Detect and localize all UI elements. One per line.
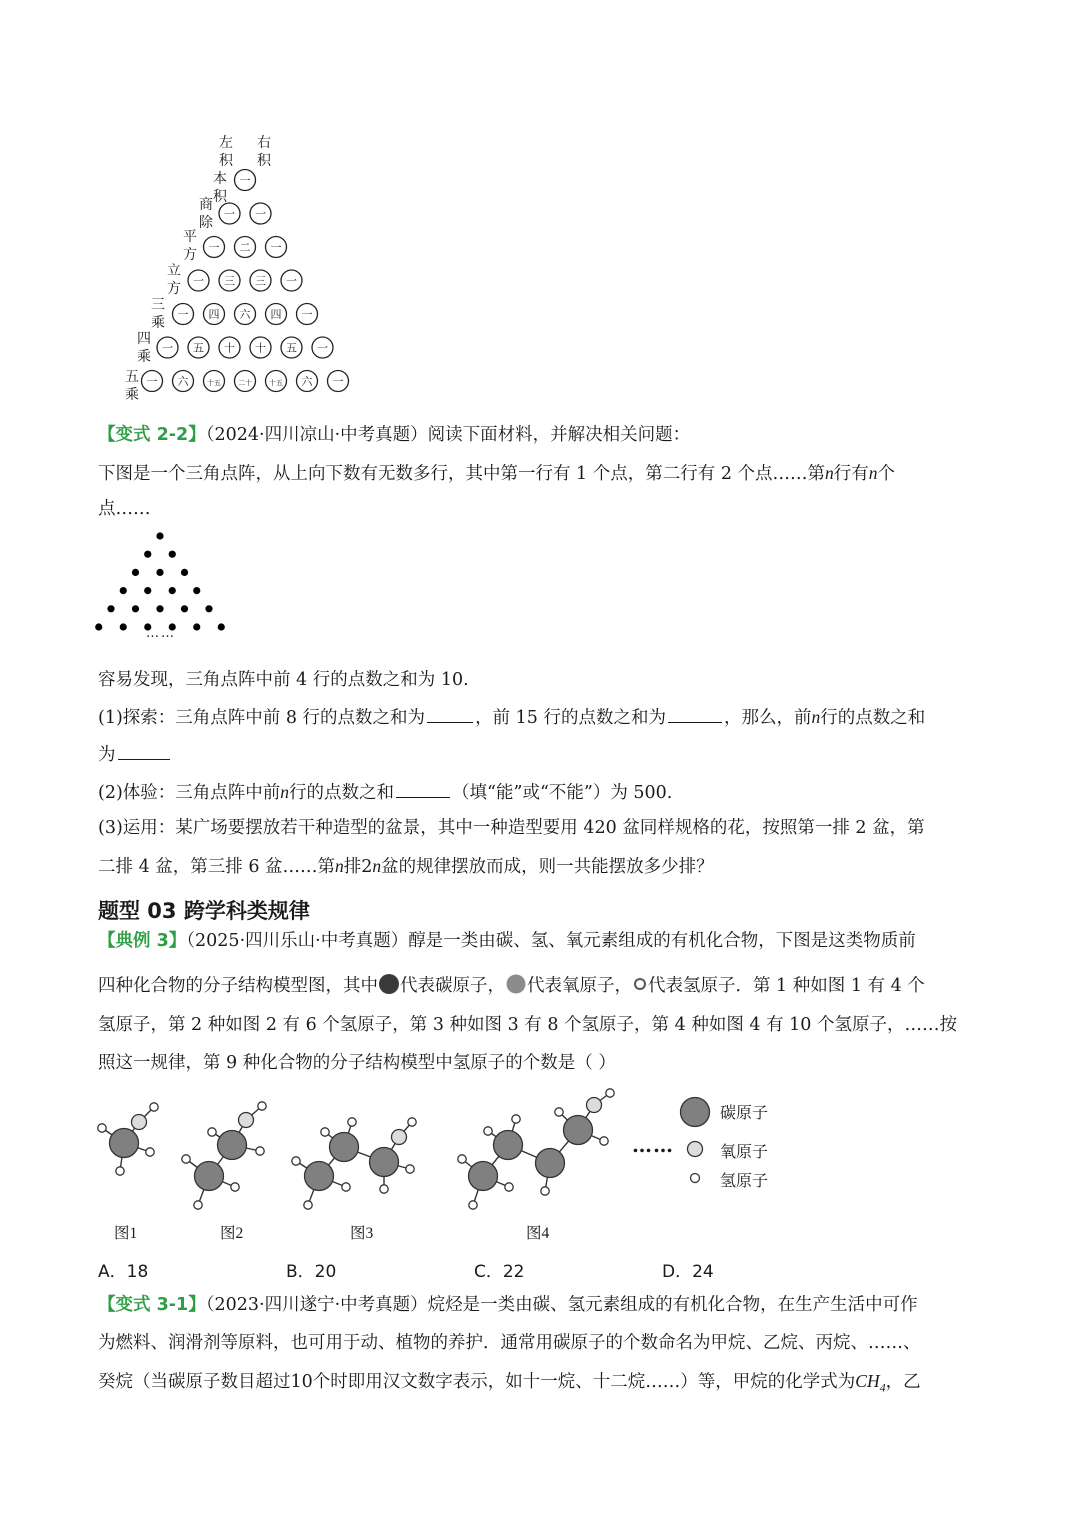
triangle-cell [235, 371, 256, 392]
variant-3-1-tag: 【变式 3-1】 [98, 1295, 206, 1315]
array-dot [132, 605, 139, 612]
triangle-cell [188, 270, 209, 291]
triangle-cell-label: 一 [239, 174, 251, 187]
math-n: n [811, 707, 821, 727]
variant-3-1-line3 [98, 1363, 921, 1406]
question-1-line2 [98, 737, 172, 773]
array-dot [218, 623, 225, 630]
question-1 [98, 699, 925, 736]
figure-ellipsis: …… [632, 1133, 674, 1157]
triangle-cell [250, 337, 271, 358]
triangle-cell [235, 237, 256, 258]
array-dot [193, 623, 200, 630]
example-3-text: 代表碳原子， [400, 976, 505, 996]
triangle-cell-label: 三 [255, 274, 266, 288]
triangle-cell [266, 304, 287, 325]
triangle-cell [204, 237, 225, 258]
triangle-cell-label: 六 [301, 375, 313, 388]
array-dot [156, 569, 163, 576]
triangle-cell-label: 十 [255, 341, 266, 355]
question-3-line2 [98, 848, 714, 885]
triangle-cell [297, 304, 318, 325]
option-b[interactable]: B．20 [286, 1262, 337, 1282]
variant-3-1-line1 [98, 1287, 918, 1323]
question-3-line1: (3)运用：某广场要摆放若干种造型的盆景，其中一种造型要用 420 盆同样规格的花，按照第一排 2 盆，第 [98, 818, 925, 838]
variant-3-1-text: （2023·四川遂宁·中考真题）烷烃是一类由碳、氢元素组成的有机化合物，在生产生活中可作 [205, 1295, 918, 1315]
q1-text: (1)探索：三角点阵中前 8 行的点数之和为 [98, 708, 426, 728]
label-base-product: 本积 [213, 171, 227, 205]
carbon-atom-icon [378, 972, 400, 996]
label-fourth-power: 四乘 [137, 331, 151, 365]
variant-3-1-text: ，乙 [885, 1372, 921, 1392]
triangle-cell [266, 237, 287, 258]
figure-caption-2: 图2 [220, 1225, 244, 1242]
triangle-cell [328, 371, 349, 392]
variant-2-2-tag: 【变式 2-2】 [98, 425, 206, 445]
legend-hydrogen: 氢原子 [720, 1171, 769, 1190]
q1-text: ，前 15 行的点数之和为 [475, 708, 666, 728]
array-dot [120, 587, 127, 594]
triangle-cell-label: 一 [224, 207, 235, 221]
triangle-cell-label: 十五 [269, 379, 283, 387]
legend-oxygen: 氧原子 [720, 1142, 769, 1161]
question-2 [98, 774, 672, 811]
variant-2-2-intro [98, 455, 895, 492]
example-3-line3: 氢原子，第 2 种如图 2 有 6 个氢原子，第 3 种如图 3 有 8 个氢原子，第 4 种如图 4 有 10 个氢原子，……按 [98, 1015, 957, 1035]
triangle-cell [219, 270, 240, 291]
array-dot [156, 605, 163, 612]
formula-ch: CH [855, 1371, 880, 1391]
formula-ch4 [855, 1371, 886, 1395]
label-square: 平方 [183, 229, 197, 263]
math-n: n [868, 463, 878, 483]
triangle-cell [157, 337, 178, 358]
triangle-cell [281, 337, 302, 358]
example-3-line1 [98, 923, 916, 959]
array-dot [193, 587, 200, 594]
triangle-cell [266, 371, 287, 392]
triangle-cell [219, 337, 240, 358]
hydrogen-atom-icon [632, 972, 648, 996]
triangle-cell-label: 一 [332, 375, 344, 388]
array-dot [95, 623, 102, 630]
intro-text: 个 [877, 464, 896, 484]
example-3-line4: 照这一规律，第 9 种化合物的分子结构模型中氢原子的个数是（ ） [98, 1053, 616, 1073]
math-n: n [335, 856, 344, 876]
triangle-cell-label: 二 [239, 241, 251, 254]
triangle-cell-label: 六 [239, 308, 251, 321]
section-heading: 题型 03 跨学科类规律 [98, 899, 310, 923]
triangle-cell-label: 一 [177, 308, 189, 321]
triangle-cell [250, 270, 271, 291]
triangle-circles [0, 0, 400, 420]
triangle-cell-label: 一 [301, 308, 313, 321]
label-left-product: 左积 [219, 135, 233, 169]
oxygen-atom-icon [505, 972, 527, 996]
triangle-cell [219, 203, 240, 224]
answer-blank[interactable] [427, 704, 473, 723]
triangle-cell-label: 十 [224, 341, 235, 355]
triangle-cell-label: 一 [193, 274, 204, 288]
triangle-cell [250, 203, 271, 224]
triangle-cell [173, 371, 194, 392]
example-3-tag: 【典例 3】 [98, 931, 187, 951]
triangle-cell-label: 四 [208, 308, 220, 321]
variant-2-2-intro-line2: 点…… [98, 499, 151, 519]
triangle-cell-label: 一 [162, 341, 173, 355]
triangle-cell-label: 五 [193, 341, 204, 355]
triangle-cell-label: 一 [255, 207, 266, 221]
q1-text: 行的点数之和 [820, 708, 926, 728]
figure-caption-4: 图4 [526, 1225, 550, 1242]
option-d[interactable]: D．24 [662, 1262, 714, 1282]
q3-text: 盆的规律摆放而成，则一共能摆放多少排？ [381, 857, 714, 877]
formula-subscript: 4 [879, 1380, 886, 1395]
triangle-cell [235, 304, 256, 325]
array-dot [181, 605, 188, 612]
label-third-power: 三乘 [151, 297, 165, 331]
answer-blank[interactable] [668, 704, 722, 723]
array-dot [205, 605, 212, 612]
triangle-cell [188, 337, 209, 358]
triangle-cell-label: 十五 [207, 379, 221, 387]
example-3-text: 四种化合物的分子结构模型图，其中 [98, 976, 378, 996]
q1-text: ，那么，前 [723, 708, 812, 728]
triangle-cell [204, 304, 225, 325]
label-fifth-power: 五乘 [125, 369, 139, 403]
variant-3-1-text: 癸烷（当碳原子数目超过10个时即用汉文数字表示，如十一烷、十二烷……）等，甲烷的化学式为 [98, 1372, 856, 1392]
array-dot [144, 551, 151, 558]
variant-3-1-line2: 为燃料、润滑剂等原料，也可用于动、植物的养护．通常用碳原子的个数命名为甲烷、乙烷、丙烷、……、 [98, 1333, 921, 1353]
label-quotient-division: 商除 [199, 197, 213, 231]
triangle-cell-label: 一 [286, 274, 297, 288]
q2-text: 行的点数之和 [289, 783, 395, 803]
q3-text: 二排 4 盆，第三排 6 盆……第 [98, 857, 336, 877]
legend-carbon: 碳原子 [720, 1103, 769, 1122]
triangle-cell [281, 270, 302, 291]
math-n: n [825, 463, 834, 483]
option-a[interactable]: A．18 [98, 1262, 149, 1282]
answer-blank[interactable] [118, 741, 170, 760]
triangle-cell-label: 一 [146, 375, 158, 388]
math-n: n [280, 782, 290, 802]
array-dot [120, 623, 127, 630]
q2-text: （填“能”或“不能”）为 500. [452, 783, 673, 803]
answer-blank[interactable] [396, 779, 450, 798]
figure-caption-3: 图3 [350, 1225, 374, 1242]
triangle-cell [312, 337, 333, 358]
triangle-cell [235, 170, 256, 191]
variant-2-2-source: （2024·四川凉山·中考真题）阅读下面材料，并解决相关问题： [205, 425, 691, 445]
example-3-text: （2025·四川乐山·中考真题）醇是一类由碳、氢、氧元素组成的有机化合物，下图是这类物质前 [186, 931, 916, 951]
label-right-product: 右积 [257, 135, 271, 169]
variant-2-2-heading [98, 417, 690, 453]
q3-text: 排2 [343, 857, 373, 877]
triangle-cell-label: 三 [224, 274, 235, 288]
intro-text: 下图是一个三角点阵，从上向下数有无数多行，其中第一行有 1 个点，第二行有 2 个点……第 [98, 464, 826, 484]
triangle-cell-label: 四 [270, 308, 282, 321]
triangle-cell-label: 一 [317, 341, 328, 355]
triangle-cell-label: 一 [270, 241, 282, 254]
triangle-cell-label: 六 [177, 375, 189, 388]
array-dot [132, 569, 139, 576]
array-dot [144, 587, 151, 594]
intro-text: 行有 [833, 464, 869, 484]
example-3-text: 代表氢原子．第 1 种如图 1 有 4 个 [648, 976, 925, 996]
observation-text: 容易发现，三角点阵中前 4 行的点数之和为 10. [98, 670, 469, 690]
triangle-cell [142, 371, 163, 392]
triangle-cell-label: 五 [286, 341, 297, 355]
q2-text: (2)体验：三角点阵中前 [98, 783, 281, 803]
array-dot [156, 532, 163, 539]
figure-caption-1: 图1 [114, 1225, 138, 1242]
option-c[interactable]: C．22 [474, 1262, 525, 1282]
math-n: n [372, 856, 382, 876]
array-dot [181, 569, 188, 576]
dots-ellipsis: …… [146, 626, 176, 641]
label-cube: 立方 [167, 263, 181, 297]
array-dot [107, 605, 114, 612]
example-3-line2 [98, 968, 925, 1004]
triangle-cell-label: 一 [208, 241, 220, 254]
array-dot [169, 587, 176, 594]
triangle-cell [173, 304, 194, 325]
triangle-cell [297, 371, 318, 392]
array-dot [169, 551, 176, 558]
molecule-figures [0, 1085, 1080, 1235]
example-3-text: 代表氧原子， [527, 976, 632, 996]
triangle-cell-label: 二十 [238, 379, 252, 387]
q1-text: 为 [98, 745, 116, 765]
triangle-cell [204, 371, 225, 392]
